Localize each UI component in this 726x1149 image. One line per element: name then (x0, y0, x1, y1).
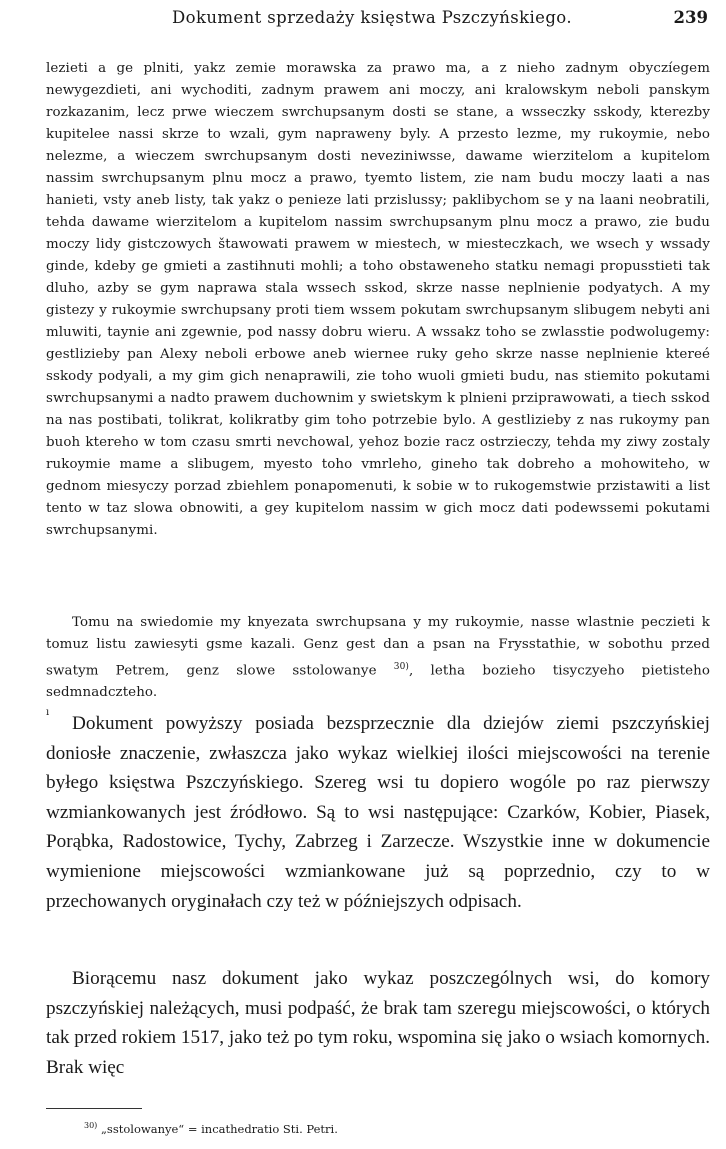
polish-text-block-2 (46, 964, 710, 1082)
footnote-text: „sstolowanye“ = incathedratio Sti. Petri. (100, 1121, 338, 1136)
old-czech-paragraph: lezieti a ge plniti, yakz zemie morawska za prawo ma, a z nieho zadnym obyczíegem newygezdieti, ani wychoditi, zadnym prawem ani moczy, ani kralowskym neboli panskym rozkazanim, lecz prwe wieczem swrchupsanym dosti se stane, a wsseczky sskody, kterezby kupitelee nassi skrze to wzali, gym napraweny byly. A przesto lezme, my rukoymie, nebo nelezme, a wieczem swrchupsanym dosti neveziniwsse, dawame wierzitelom a kupitelom nassim swrchupsanym plnu mocz a prawo, tyemto listem, zie nam budu moczy laati a nas hanieti, vsty aneb listy, tak yakz o penieze lati przislussy; paklibychom se y na laani neobratili, tehda dawame wierzitelom a kupitelom nassim swrchupsanym plnu mocz a prawo, zie budu moczy lidy gistczowych štawowati prawem w miestech, w miesteczkach, we wsech y wssady ginde, kdeby ge gmieti a zastihnuti mohli; a toho obstaweneho statku nemagi propusstieti tak dluho, azby se gym naprawa stala wssech sskod, skrze nasse neplnienie podyatych. A my gistezy y rukoymie swrchupsany proti tiem wssem pokutam swrchupsanym slibugem nebyti ani mluwiti, taynie ani zgewnie, pod nassy dobru wieru. A wssakz toho se zwlasstie podwolugemy: gestlizieby pan Alexy neboli erbowe aneb wiernee ruky geho skrze nasse neplnienie ktereé sskody podyali, a my gim gich nenaprawili, zie toho wuoli gmieti budu, nas stiemito pokutami swrchupsanymi a nadto prawem duchownim y swietskym k plnieni prziprawowati, a tiech sskod na nas postibati, tolikrat, kolikratby gim toho potrzebie bylo. A gestlizieby z nas rukoymy pan buoh ktereho w tom czasu smrti nevchowal, yehoz bozie racz ostrzieczy, tehda my ziwy zostaly rukoymie mame a slibugem, myesto toho vmrleho, gineho tak dobreho a mohowiteho, w gednom miesyczy porzad zbiehlem ponapomenuti, k sobie w to rukogemstwie przistawiti a list tento w taz slowa obnowiti, a gey kupitelom nassim w gich mocz dati podewssemi pokutami swrchupsanymi. (46, 61, 710, 538)
old-czech-closing-paragraph (46, 612, 710, 704)
stray-mark: ı (46, 707, 50, 718)
running-title: Dokument sprzedaży księstwa Pszczyńskiego. (171, 8, 572, 27)
polish-paragraph: Dokument powyższy posiada bezsprzecznie dla dziejów ziemi pszczyńskiej doniosłe znaczenie, zwłaszcza jako wykaz wielkiej ilości miejscowości na terenie byłego księstwa Pszczyńskiego. Szereg wsi tu dopiero wogóle po raz pierwszy wzmiankowanych jest źródłowo. Są to wsi następujące: Czarków, Kobier, Piasek, Porąbka, Radostowice, Tychy, Zabrzeg i Zarzecze. Wszystkie inne w dokumencie wymienione miejscowości wzmiankowane już są poprzednio, czy to w przechowanych oryginałach czy też w późniejszych odpisach. (46, 713, 710, 912)
footnote-divider (46, 1108, 142, 1109)
running-header (36, 8, 708, 36)
closing-paragraph-tail: , letha bozieho tisyczyeho pietisteho sedmnadczteho. (46, 663, 710, 701)
polish-paragraph: Biorącemu nasz dokument jako wykaz poszczególnych wsi, do komory pszczyńskiej należących, musi podpaść, że brak tam szeregu miejscowości, o których tak przed rokiem 1517, jako też po tym roku, wspomina się jako o wsiach komornych. Brak więc (46, 968, 710, 1078)
footnote-marker: 30) (84, 1121, 98, 1130)
old-czech-text-block-2 (46, 612, 710, 704)
footnote (84, 1118, 338, 1137)
footnote-reference: 30) (393, 662, 410, 672)
polish-text-block-1 (46, 709, 710, 916)
old-czech-text-block-1 (46, 58, 710, 542)
closing-paragraph-text: Tomu na swiedomie my knyezata swrchupsana y my rukoymie, nasse wlastnie peczieti k tomuz listu zawiesyti gsme kazali. Genz gest dan a psan na Frysstathie, w sobothu przed swatym Petrem, genz slowe sstolowanye (46, 615, 710, 679)
page-number: 239 (673, 8, 708, 27)
